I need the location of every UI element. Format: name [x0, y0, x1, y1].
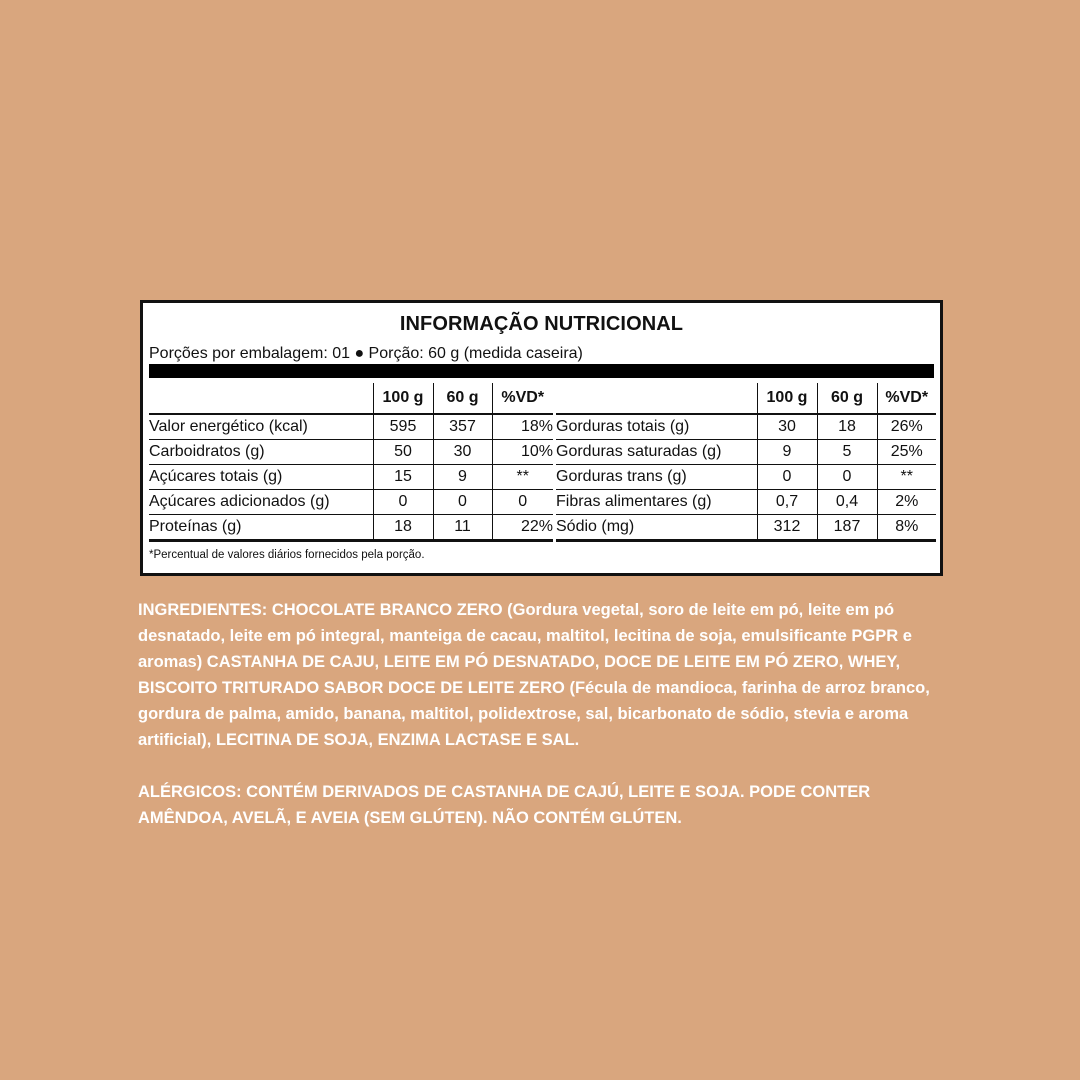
- table-row: [149, 414, 553, 440]
- table-row: [149, 440, 553, 465]
- table-row: [556, 414, 936, 440]
- value-vd: 22%: [492, 515, 553, 541]
- nutrient-name: Açúcares totais (g): [149, 465, 373, 490]
- table-header-row: [556, 383, 936, 414]
- table-row: [149, 490, 553, 515]
- value-vd: 2%: [877, 490, 936, 515]
- value-vd: 0: [492, 490, 553, 515]
- table-row: [149, 515, 553, 541]
- value-60g: 30: [433, 440, 492, 465]
- value-60g: 9: [433, 465, 492, 490]
- value-60g: 0: [433, 490, 492, 515]
- value-60g: 0: [817, 465, 877, 490]
- thick-divider: [149, 364, 934, 378]
- value-100g: 18: [373, 515, 433, 541]
- value-vd: 25%: [877, 440, 936, 465]
- header-60g: 60 g: [433, 383, 492, 414]
- header-vd: %VD*: [877, 383, 936, 414]
- ingredients-text: INGREDIENTES: CHOCOLATE BRANCO ZERO (Gordura vegetal, soro de leite em pó, leite em pó desnatado, leite em pó integral, manteiga de cacau, maltitol, lecitina de soja, emulsificante PGPR e aromas) CASTANHA DE CAJU, LEITE EM PÓ DESNATADO, DOCE DE LEITE EM PÓ ZERO, WHEY, BISCOITO TRITURADO SABOR DOCE DE LEITE ZERO (Fécula de mandioca, farinha de arroz branco, gordura de palma, amido, banana, maltitol, polidextrose, sal, bicarbonato de sódio, stevia e aroma artificial), LECITINA DE SOJA, ENZIMA LACTASE E SAL.: [138, 601, 930, 749]
- value-60g: 18: [817, 414, 877, 440]
- label-title: INFORMAÇÃO NUTRICIONAL: [399, 313, 684, 335]
- nutrient-name: Gorduras trans (g): [556, 465, 757, 490]
- nutrient-name: Carboidratos (g): [149, 440, 373, 465]
- value-100g: 30: [757, 414, 817, 440]
- nutrient-name: Gorduras saturadas (g): [556, 440, 757, 465]
- header-vd: %VD*: [492, 383, 553, 414]
- value-60g: 0,4: [817, 490, 877, 515]
- value-100g: 50: [373, 440, 433, 465]
- nutrient-name: Sódio (mg): [556, 515, 757, 541]
- value-100g: 0: [373, 490, 433, 515]
- value-100g: 0: [757, 465, 817, 490]
- nutrient-name: Gorduras totais (g): [556, 414, 757, 440]
- label-footnote: *Percentual de valores diários fornecidos pela porção.: [149, 549, 425, 561]
- header-60g: 60 g: [817, 383, 877, 414]
- value-60g: 187: [817, 515, 877, 541]
- table-header-row: [149, 383, 553, 414]
- value-vd: 8%: [877, 515, 936, 541]
- table-row: [556, 465, 936, 490]
- serving-info: Porções por embalagem: 01 ● Porção: 60 g (medida caseira): [149, 345, 583, 362]
- nutrition-table-left: [149, 383, 553, 542]
- value-vd: 26%: [877, 414, 936, 440]
- table-row: [556, 440, 936, 465]
- value-100g: 595: [373, 414, 433, 440]
- nutrient-name: Proteínas (g): [149, 515, 373, 541]
- product-info-text: [138, 597, 938, 857]
- table-row: [149, 465, 553, 490]
- value-100g: 9: [757, 440, 817, 465]
- value-100g: 15: [373, 465, 433, 490]
- value-60g: 5: [817, 440, 877, 465]
- value-100g: 312: [757, 515, 817, 541]
- nutrient-name: Fibras alimentares (g): [556, 490, 757, 515]
- value-vd: **: [492, 465, 553, 490]
- value-60g: 11: [433, 515, 492, 541]
- nutrition-facts-label: [140, 300, 943, 576]
- value-vd: 10%: [492, 440, 553, 465]
- value-vd: **: [877, 465, 936, 490]
- nutrient-name: Valor energético (kcal): [149, 414, 373, 440]
- nutrition-table-right: [556, 383, 936, 542]
- nutrient-name: Açúcares adicionados (g): [149, 490, 373, 515]
- header-100g: 100 g: [757, 383, 817, 414]
- table-row: [556, 490, 936, 515]
- value-60g: 357: [433, 414, 492, 440]
- allergens-text: ALÉRGICOS: CONTÉM DERIVADOS DE CASTANHA DE CAJÚ, LEITE E SOJA. PODE CONTER AMÊNDOA, AVELÃ, E AVEIA (SEM GLÚTEN). NÃO CONTÉM GLÚTEN.: [138, 783, 871, 827]
- table-row: [556, 515, 936, 541]
- value-100g: 0,7: [757, 490, 817, 515]
- value-vd: 18%: [492, 414, 553, 440]
- header-100g: 100 g: [373, 383, 433, 414]
